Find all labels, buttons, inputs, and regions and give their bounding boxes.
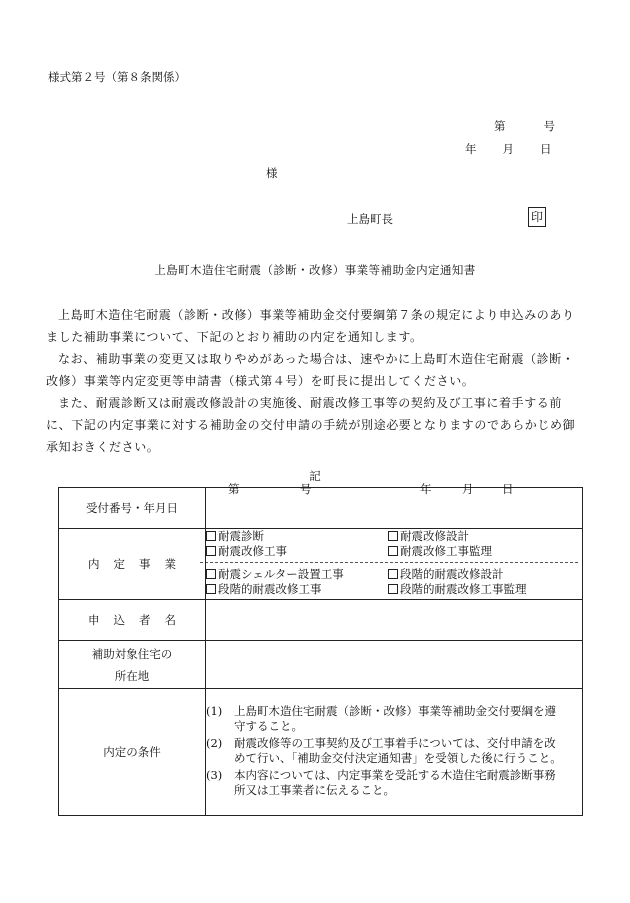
checkbox[interactable] — [206, 531, 216, 541]
project-label: 内定事業 — [59, 529, 206, 600]
form-number: 様式第２号（第８条関係） — [48, 70, 186, 84]
project-option[interactable]: 耐震改修設計 — [388, 529, 568, 543]
doc-number-prefix: 第 — [494, 119, 506, 133]
receipt-day: 日 — [502, 482, 514, 496]
document-date — [465, 141, 552, 157]
table-row-applicant — [59, 600, 583, 641]
applicant-value[interactable] — [206, 600, 583, 641]
document-number — [494, 118, 555, 134]
table-row-projects — [59, 529, 583, 600]
issuer: 上島町長 — [347, 212, 393, 226]
checkbox[interactable] — [388, 546, 398, 556]
project-option[interactable]: 耐震改修工事 — [206, 544, 388, 558]
project-option[interactable]: 耐震シェルター設置工事 — [206, 567, 388, 581]
address-label: 補助対象住宅の 所在地 — [59, 641, 206, 689]
conditions-label: 内定の条件 — [59, 689, 206, 816]
condition-item: (1) 上島町木造住宅耐震（診断・改修）事業等補助金交付要綱を遵守すること。 — [206, 704, 556, 733]
conditions-list — [206, 689, 583, 816]
document-title: 上島町木造住宅耐震（診断・改修）事業等補助金内定通知書 — [154, 263, 476, 277]
condition-item: (2) 耐震改修等の工事契約及び工事着手については、交付申請を改めて行い、「補助金交付決定通知書」を受領した後に行うこと。 — [206, 736, 562, 765]
project-options — [206, 529, 583, 600]
receipt-no-suffix: 号 — [300, 482, 312, 496]
receipt-year: 年 — [420, 482, 432, 496]
condition-item: (3) 本内容については、内定事業を受託する木造住宅耐震診断事務所又は工事業者に伝えること。 — [206, 768, 556, 797]
project-option[interactable]: 段階的耐震改修工事監理 — [388, 582, 568, 596]
body-paragraph-1: 上島町木造住宅耐震（診断・改修）事業等補助金交付要綱第７条の規定により申込みのありました補助事業について、下記のとおり補助の内定を通知します。 — [46, 308, 575, 344]
date-month: 月 — [502, 142, 514, 156]
receipt-month: 月 — [462, 482, 474, 496]
project-divider — [200, 562, 578, 563]
table-row-conditions — [59, 689, 583, 816]
body-paragraph-3: また、耐震診断又は耐震改修設計の実施後、耐震改修工事等の契約及び工事に着手する前に、下記の内定事業に対する補助金の交付申請の手続が別途必要となりますのであらかじめ御承知おきください。 — [46, 396, 576, 454]
doc-number-suffix: 号 — [543, 119, 555, 133]
body-paragraph-2: なお、補助事業の変更又は取りやめがあった場合は、速やかに上島町木造住宅耐震（診断・改修）事業等内定変更等申請書（様式第４号）を町長に提出してください。 — [46, 352, 575, 388]
receipt-no-prefix: 第 — [228, 482, 240, 496]
checkbox[interactable] — [206, 546, 216, 556]
details-table — [58, 482, 583, 816]
receipt-label: 受付番号・年月日 — [59, 488, 206, 529]
checkbox[interactable] — [388, 531, 398, 541]
project-option[interactable]: 段階的耐震改修工事 — [206, 582, 388, 596]
body-text — [46, 304, 586, 458]
project-option[interactable]: 耐震改修工事監理 — [388, 544, 568, 558]
checkbox[interactable] — [206, 569, 216, 579]
checkbox[interactable] — [388, 584, 398, 594]
ki-heading: 記 — [309, 469, 321, 483]
seal-mark: 印 — [528, 207, 546, 227]
table-row-address — [59, 641, 583, 689]
checkbox[interactable] — [206, 584, 216, 594]
address-value[interactable] — [206, 641, 583, 689]
applicant-label: 申込者名 — [59, 600, 206, 641]
table-row-receipt — [59, 488, 583, 529]
date-day: 日 — [540, 142, 552, 156]
date-year: 年 — [465, 142, 477, 156]
checkbox[interactable] — [388, 569, 398, 579]
receipt-value — [206, 482, 583, 529]
project-option[interactable]: 耐震診断 — [206, 529, 388, 543]
project-option[interactable]: 段階的耐震改修設計 — [388, 567, 568, 581]
addressee: 様 — [266, 166, 278, 180]
